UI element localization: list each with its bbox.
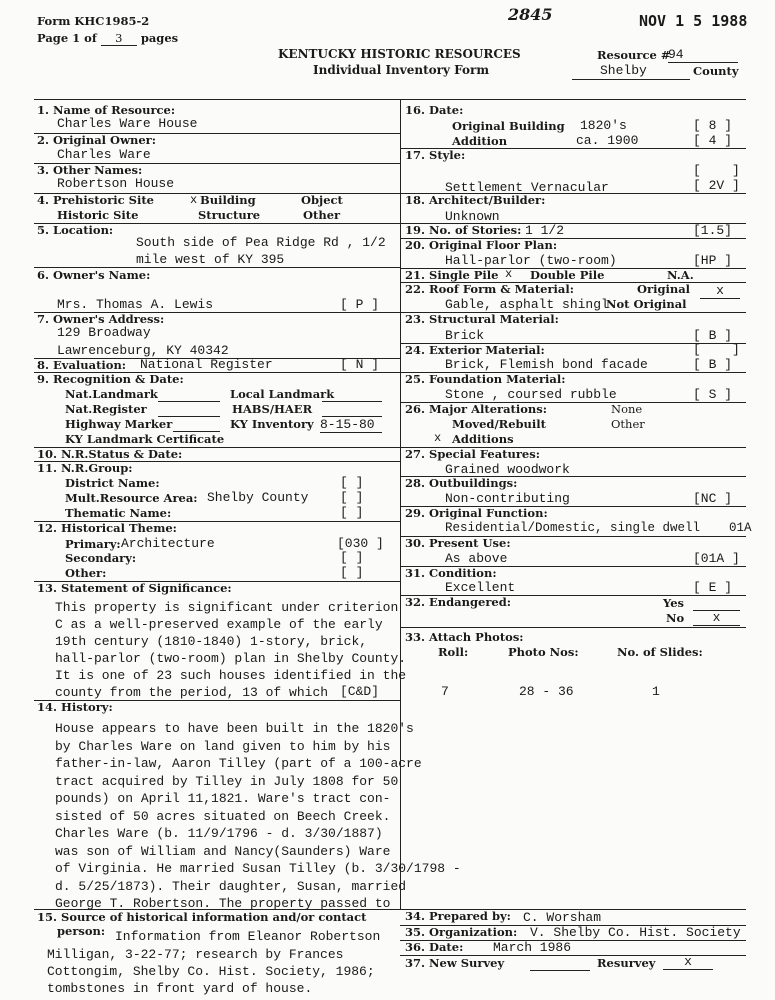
source-line: tombstones in front yard of house.: [47, 981, 313, 996]
owner-address-line-1: 129 Broadway: [57, 325, 151, 340]
field-3-label: 3. Other Names:: [37, 163, 143, 177]
secondary-theme-code: [ ]: [340, 550, 364, 565]
foundation-value: Stone , coursed rubble: [445, 387, 617, 402]
nat-landmark-label: Nat.Landmark: [65, 387, 158, 401]
ky-inventory-date: 8-15-80: [320, 417, 382, 433]
other-theme-label: Other:: [65, 566, 107, 580]
source-line: Milligan, 3-22-77; research by Frances: [47, 947, 344, 962]
field-15-label-2: person:: [57, 924, 106, 938]
county-label: County: [693, 64, 739, 78]
field-14-label: 14. History:: [37, 700, 113, 714]
history-text: [55, 720, 461, 913]
field-12-label: 12. Historical Theme:: [37, 521, 177, 535]
habs-haer-label: HABS/HAER: [232, 402, 313, 416]
resurvey-check: x: [663, 954, 713, 970]
secondary-theme-label: Secondary:: [65, 551, 137, 565]
history-line: Charles Ware (b. 11/9/1796 - d. 3/30/1887): [55, 826, 383, 841]
history-line: George T. Robertson. The property passed to: [55, 896, 391, 911]
field-37-label: 37. New Survey: [405, 956, 505, 970]
thematic-name-label: Thematic Name:: [65, 506, 172, 520]
outbuildings-code: [NC ]: [693, 491, 733, 506]
source-line-1: Information from Eleanor Robertson: [115, 929, 381, 944]
organization-value: V. Shelby Co. Hist. Society: [530, 925, 741, 940]
form-number: Form KHC1985-2: [37, 14, 150, 28]
additions-check: x: [434, 431, 442, 445]
additions-option: Additions: [452, 432, 514, 446]
field-34-label: 34. Prepared by:: [405, 909, 511, 923]
historic-site-option: Historic Site: [57, 208, 139, 222]
significance-line: C as a well-preserved example of the early: [55, 617, 383, 632]
roll-label: Roll:: [438, 645, 469, 659]
addition-date: ca. 1900: [576, 133, 639, 148]
field-33-label: 33. Attach Photos:: [405, 630, 524, 644]
significance-code: [C&D]: [340, 684, 380, 699]
thematic-code: [ ]: [340, 505, 364, 520]
form-title: KENTUCKY HISTORIC RESOURCES: [278, 47, 521, 61]
significance-line: This property is significant under criterion: [55, 600, 399, 615]
original-function-code: 01A: [729, 521, 752, 535]
location-line-1: South side of Pea Ridge Rd , 1/2: [136, 235, 386, 250]
resource-name-value: Charles Ware House: [57, 116, 198, 131]
field-25-label: 25. Foundation Material:: [405, 372, 566, 386]
field-4-label: 4. Prehistoric Site: [37, 193, 154, 207]
history-line: House appears to have been built in the 1820's: [55, 721, 414, 736]
significance-line: county from the period, 13 of which: [55, 685, 329, 700]
evaluation-value: National Register: [140, 357, 273, 372]
photo-nos-value: 28 - 36: [519, 684, 574, 699]
resource-label: Resource #: [597, 48, 671, 62]
floor-plan-value: Hall-parlor (two-room): [445, 253, 617, 268]
addition-label: Addition: [452, 134, 508, 148]
condition-code: [ E ]: [693, 580, 733, 595]
field-23-label: 23. Structural Material:: [405, 312, 559, 326]
district-name-label: District Name:: [65, 476, 160, 490]
single-pile-check: x: [505, 267, 513, 281]
building-option: Building: [200, 193, 256, 207]
exterior-value: Brick, Flemish bond facade: [445, 357, 648, 372]
district-code: [ ]: [340, 475, 364, 490]
page-count-label: Page 1 of 3 pages: [37, 31, 179, 45]
field-11-label: 11. N.R.Group:: [37, 461, 133, 475]
no-of-slides-label: No. of Slides:: [617, 645, 703, 659]
object-option: Object: [301, 193, 343, 207]
field-35-label: 35. Organization:: [405, 925, 518, 939]
other-theme-code: [ ]: [340, 565, 364, 580]
prepared-by-value: C. Worsham: [523, 910, 602, 925]
source-line: Cottongim, Shelby Co. Hist. Society, 1986;: [47, 964, 375, 979]
date-value: March 1986: [493, 940, 572, 955]
roof-original-check: x: [700, 283, 740, 299]
field-13-label: 13. Statement of Significance:: [37, 581, 232, 595]
no-of-slides-value: 1: [652, 684, 660, 699]
date-stamp: NOV 1 5 1988: [639, 12, 748, 30]
other-names-value: Robertson House: [57, 176, 175, 191]
condition-value: Excellent: [445, 580, 516, 595]
owner-address-line-2: Lawrenceburg, KY 40342: [57, 343, 229, 358]
field-2-label: 2. Original Owner:: [37, 133, 156, 147]
floor-plan-code: [HP ]: [693, 253, 733, 268]
primary-theme-code: [030 ]: [337, 536, 384, 551]
field-27-label: 27. Special Features:: [405, 447, 540, 461]
other-option: Other: [303, 208, 341, 222]
field-8-label: 8. Evaluation:: [37, 358, 127, 372]
original-building-date: 1820's: [580, 118, 627, 133]
field-22-label: 22. Roof Form & Material:: [405, 282, 574, 296]
exterior-code: [ B ]: [693, 357, 733, 372]
original-function-value: Residential/Domestic, single dwell: [445, 521, 701, 535]
building-check: x: [190, 193, 198, 207]
location-line-2: mile west of KY 395: [136, 252, 285, 267]
mult-resource-area-value: Shelby County: [207, 490, 309, 505]
roof-value: Gable, asphalt shingl: [445, 297, 609, 312]
history-line: tract acquired by Tilley in July 1808 for 50: [55, 773, 399, 789]
field-15-label: 15. Source of historical information and/or contact: [37, 910, 367, 924]
original-building-label: Original Building: [452, 119, 565, 133]
field-9-label: 9. Recognition & Date:: [37, 372, 184, 386]
significance-line: It is one of 23 such houses identified in the: [55, 668, 407, 683]
alteration-other: Other: [611, 417, 645, 431]
na-option: N.A.: [667, 268, 694, 282]
structure-option: Structure: [198, 208, 261, 222]
present-use-code: [01A ]: [693, 551, 740, 566]
history-line: of Virginia. He married Susan Tilley (b. 3/30/1798 -: [55, 861, 461, 876]
roof-original-label: Original: [637, 282, 691, 296]
handwritten-number: 2845: [508, 5, 553, 24]
style-code-empty: [ ]: [693, 163, 740, 178]
history-line: by Charles Ware on land given to him by his: [55, 738, 391, 754]
page-total: 3: [101, 31, 137, 46]
stories-value: 1 1/2: [525, 223, 565, 238]
field-20-label: 20. Original Floor Plan:: [405, 238, 558, 252]
field-18-label: 18. Architect/Builder:: [405, 193, 546, 207]
special-features-value: Grained woodwork: [445, 462, 570, 477]
field-32-label: 32. Endangered:: [405, 595, 512, 609]
field-31-label: 31. Condition:: [405, 566, 497, 580]
mult-resource-area-label: Mult.Resource Area:: [65, 491, 198, 505]
style-value: Settlement Vernacular: [445, 180, 609, 195]
source-text: [47, 946, 375, 997]
significance-line: 19th century (1810-1840) 1-story, brick,: [55, 634, 368, 649]
nat-register-label: Nat.Register: [65, 402, 147, 416]
style-code: [ 2V ]: [693, 178, 740, 193]
ky-landmark-certificate-label: KY Landmark Certificate: [65, 432, 225, 446]
endangered-no-label: No: [666, 611, 685, 625]
architect-value: Unknown: [445, 209, 500, 224]
exterior-code-empty: [ ]: [693, 342, 740, 357]
history-line: sisted of 50 acres situated on Beech Creek.: [55, 808, 391, 824]
roll-value: 7: [441, 684, 449, 699]
resource-number: 94: [668, 47, 738, 63]
field-30-label: 30. Present Use:: [405, 536, 511, 550]
primary-theme-label: Primary:: [65, 537, 121, 551]
field-36-label: 36. Date:: [405, 940, 464, 954]
significance-line: hall-parlor (two-room) plan in Shelby County.: [55, 651, 407, 666]
field-29-label: 29. Original Function:: [405, 506, 548, 520]
field-26-label: 26. Major Alterations:: [405, 402, 547, 416]
owner-name-value: Mrs. Thomas A. Lewis: [57, 297, 214, 312]
foundation-code: [ S ]: [693, 387, 733, 402]
field-7-label: 7. Owner's Address:: [37, 312, 165, 326]
original-owner-value: Charles Ware: [57, 147, 151, 162]
county-name: Shelby: [600, 63, 647, 78]
stories-code: [1.5]: [693, 223, 733, 238]
original-building-code: [ 8 ]: [693, 118, 733, 133]
mra-code: [ ]: [340, 490, 364, 505]
form-subtitle: Individual Inventory Form: [313, 63, 490, 77]
field-1-label: 1. Name of Resource:: [37, 103, 176, 117]
highway-marker-label: Highway Marker: [65, 417, 173, 431]
field-19-label: 19. No. of Stories:: [405, 223, 522, 237]
field-10-label: 10. N.R.Status & Date:: [37, 447, 183, 461]
endangered-no-check: x: [693, 610, 740, 626]
field-5-label: 5. Location:: [37, 223, 114, 237]
field-21-label: 21. Single Pile: [405, 268, 499, 282]
history-line: was son of William and Nancy(Saunders) Ware: [55, 843, 391, 859]
ky-inventory-label: KY Inventory: [230, 417, 314, 431]
structural-code: [ B ]: [693, 328, 733, 343]
owner-code: [ P ]: [340, 297, 380, 312]
evaluation-code: [ N ]: [340, 357, 380, 372]
alteration-none: None: [611, 402, 643, 416]
history-line: father-in-law, Aaron Tilley (part of a 100-acre: [55, 756, 422, 771]
photo-nos-label: Photo Nos:: [508, 645, 579, 659]
history-line: pounds) on April 11,1821. Ware's tract con-: [55, 791, 391, 806]
structural-value: Brick: [445, 328, 485, 343]
field-24-label: 24. Exterior Material:: [405, 343, 545, 357]
field-6-label: 6. Owner's Name:: [37, 268, 151, 282]
primary-theme-value: Architecture: [121, 536, 215, 551]
field-28-label: 28. Outbuildings:: [405, 476, 518, 490]
present-use-value: As above: [445, 551, 508, 566]
moved-rebuilt-option: Moved/Rebuilt: [452, 417, 546, 431]
outbuildings-value: Non-contributing: [445, 491, 570, 506]
field-16-label: 16. Date:: [405, 103, 464, 117]
addition-code: [ 4 ]: [693, 133, 733, 148]
local-landmark-label: Local Landmark: [230, 387, 335, 401]
resurvey-label: Resurvey: [597, 956, 656, 970]
roof-not-original-label: Not Original: [606, 297, 687, 311]
field-17-label: 17. Style:: [405, 148, 466, 162]
endangered-yes-label: Yes: [663, 596, 685, 610]
history-line: d. 5/25/1873). Their daughter, Susan, married: [55, 878, 407, 894]
double-pile-option: Double Pile: [530, 268, 605, 282]
